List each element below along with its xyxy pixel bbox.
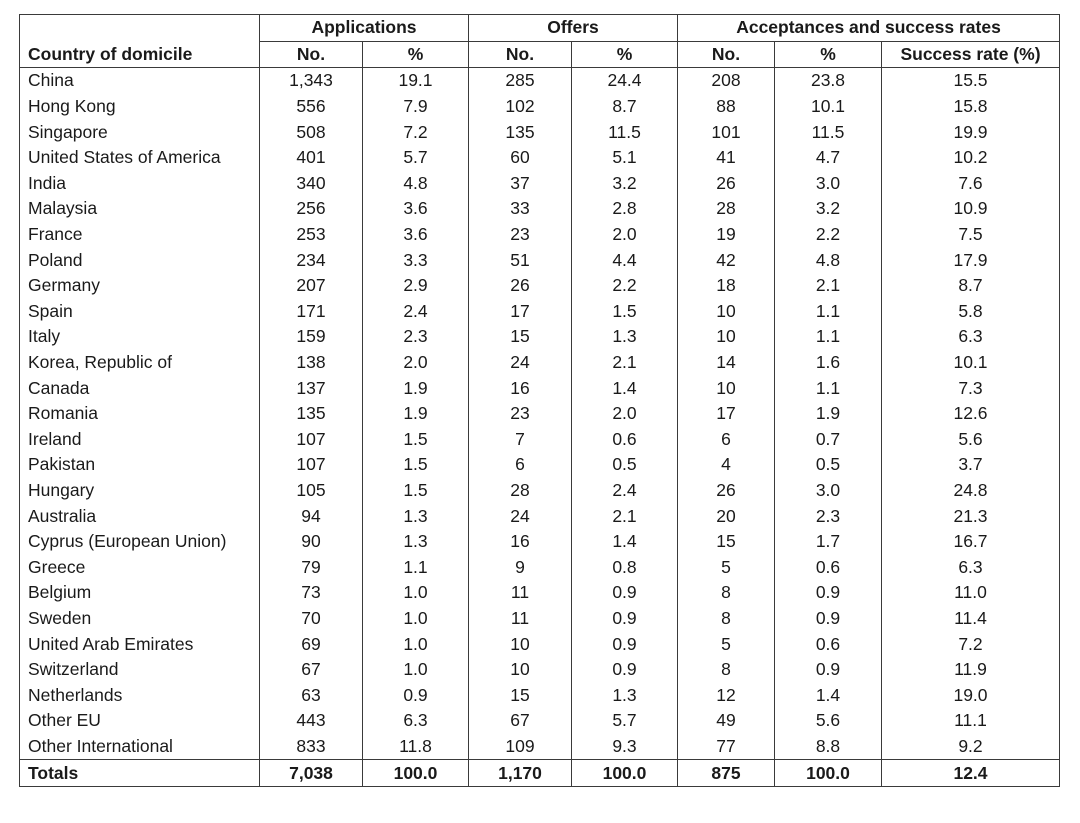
offers-no-cell: 24 bbox=[469, 350, 572, 376]
offers-pct-cell: 0.9 bbox=[572, 580, 678, 606]
offers-pct-cell: 2.1 bbox=[572, 503, 678, 529]
applications-pct-cell: 1.3 bbox=[363, 529, 469, 555]
offers-pct-cell: 9.3 bbox=[572, 734, 678, 760]
success-rate-cell: 5.8 bbox=[882, 299, 1060, 325]
acceptances-no-cell: 41 bbox=[678, 145, 775, 171]
acceptances-pct-cell: 0.7 bbox=[775, 427, 882, 453]
country-cell: United States of America bbox=[20, 145, 260, 171]
header-off-pct: % bbox=[572, 41, 678, 68]
table-row bbox=[20, 119, 1060, 145]
success-rate-cell: 21.3 bbox=[882, 503, 1060, 529]
applications-pct-cell: 1.0 bbox=[363, 606, 469, 632]
offers-pct-cell: 1.3 bbox=[572, 682, 678, 708]
acceptances-pct-cell: 1.1 bbox=[775, 299, 882, 325]
applications-pct-cell: 1.1 bbox=[363, 554, 469, 580]
acceptances-pct-cell: 1.6 bbox=[775, 350, 882, 376]
acceptances-pct-cell: 0.9 bbox=[775, 580, 882, 606]
header-success-rate: Success rate (%) bbox=[882, 41, 1060, 68]
acceptances-no-cell: 18 bbox=[678, 273, 775, 299]
table-footer bbox=[20, 760, 1060, 787]
applications-no-cell: 107 bbox=[260, 452, 363, 478]
offers-pct-cell: 1.5 bbox=[572, 299, 678, 325]
applications-pct-cell: 2.9 bbox=[363, 273, 469, 299]
acceptances-no-cell: 42 bbox=[678, 247, 775, 273]
offers-pct-cell: 24.4 bbox=[572, 68, 678, 94]
acceptances-no-cell: 26 bbox=[678, 171, 775, 197]
acceptances-no-cell: 14 bbox=[678, 350, 775, 376]
totals-row bbox=[20, 760, 1060, 787]
acceptances-no-cell: 28 bbox=[678, 196, 775, 222]
applications-pct-cell: 1.0 bbox=[363, 580, 469, 606]
table-row bbox=[20, 478, 1060, 504]
acceptances-pct-cell: 8.8 bbox=[775, 734, 882, 760]
country-cell: United Arab Emirates bbox=[20, 631, 260, 657]
totals-label: Totals bbox=[20, 760, 260, 787]
applications-pct-cell: 1.9 bbox=[363, 401, 469, 427]
totals-app-no: 7,038 bbox=[260, 760, 363, 787]
acceptances-no-cell: 10 bbox=[678, 324, 775, 350]
offers-pct-cell: 1.3 bbox=[572, 324, 678, 350]
applications-pct-cell: 3.3 bbox=[363, 247, 469, 273]
header-acceptances: Acceptances and success rates bbox=[678, 15, 1060, 42]
applications-pct-cell: 3.6 bbox=[363, 222, 469, 248]
acceptances-no-cell: 8 bbox=[678, 606, 775, 632]
header-app-no: No. bbox=[260, 41, 363, 68]
table-row bbox=[20, 529, 1060, 555]
offers-no-cell: 23 bbox=[469, 401, 572, 427]
applications-pct-cell: 2.4 bbox=[363, 299, 469, 325]
applications-no-cell: 105 bbox=[260, 478, 363, 504]
table-row bbox=[20, 682, 1060, 708]
offers-no-cell: 135 bbox=[469, 119, 572, 145]
acceptances-pct-cell: 4.7 bbox=[775, 145, 882, 171]
header-country: Country of domicile bbox=[20, 41, 260, 68]
offers-pct-cell: 0.5 bbox=[572, 452, 678, 478]
success-rate-cell: 6.3 bbox=[882, 324, 1060, 350]
offers-no-cell: 7 bbox=[469, 427, 572, 453]
country-cell: Canada bbox=[20, 375, 260, 401]
country-cell: India bbox=[20, 171, 260, 197]
applications-no-cell: 1,343 bbox=[260, 68, 363, 94]
offers-pct-cell: 5.7 bbox=[572, 708, 678, 734]
applications-no-cell: 833 bbox=[260, 734, 363, 760]
header-acc-no: No. bbox=[678, 41, 775, 68]
country-cell: Korea, Republic of bbox=[20, 350, 260, 376]
header-acc-pct: % bbox=[775, 41, 882, 68]
offers-pct-cell: 0.9 bbox=[572, 657, 678, 683]
offers-no-cell: 6 bbox=[469, 452, 572, 478]
table-row bbox=[20, 631, 1060, 657]
applications-no-cell: 253 bbox=[260, 222, 363, 248]
offers-no-cell: 10 bbox=[469, 657, 572, 683]
acceptances-no-cell: 10 bbox=[678, 299, 775, 325]
applications-no-cell: 207 bbox=[260, 273, 363, 299]
success-rate-cell: 11.9 bbox=[882, 657, 1060, 683]
offers-pct-cell: 1.4 bbox=[572, 529, 678, 555]
applications-no-cell: 90 bbox=[260, 529, 363, 555]
table-row bbox=[20, 580, 1060, 606]
applications-pct-cell: 2.3 bbox=[363, 324, 469, 350]
offers-no-cell: 24 bbox=[469, 503, 572, 529]
offers-no-cell: 16 bbox=[469, 529, 572, 555]
acceptances-pct-cell: 2.3 bbox=[775, 503, 882, 529]
country-cell: Ireland bbox=[20, 427, 260, 453]
success-rate-cell: 8.7 bbox=[882, 273, 1060, 299]
country-cell: Other International bbox=[20, 734, 260, 760]
acceptances-no-cell: 12 bbox=[678, 682, 775, 708]
applications-no-cell: 79 bbox=[260, 554, 363, 580]
country-cell: Spain bbox=[20, 299, 260, 325]
acceptances-no-cell: 88 bbox=[678, 94, 775, 120]
success-rate-cell: 3.7 bbox=[882, 452, 1060, 478]
country-cell: China bbox=[20, 68, 260, 94]
acceptances-pct-cell: 0.6 bbox=[775, 554, 882, 580]
table-row bbox=[20, 427, 1060, 453]
totals-app-pct: 100.0 bbox=[363, 760, 469, 787]
success-rate-cell: 6.3 bbox=[882, 554, 1060, 580]
country-cell: Hong Kong bbox=[20, 94, 260, 120]
applications-no-cell: 159 bbox=[260, 324, 363, 350]
acceptances-no-cell: 26 bbox=[678, 478, 775, 504]
table-row bbox=[20, 247, 1060, 273]
applications-pct-cell: 11.8 bbox=[363, 734, 469, 760]
acceptances-no-cell: 5 bbox=[678, 631, 775, 657]
success-rate-cell: 7.5 bbox=[882, 222, 1060, 248]
offers-no-cell: 109 bbox=[469, 734, 572, 760]
table-row bbox=[20, 145, 1060, 171]
success-rate-cell: 10.1 bbox=[882, 350, 1060, 376]
offers-pct-cell: 0.8 bbox=[572, 554, 678, 580]
totals-off-pct: 100.0 bbox=[572, 760, 678, 787]
success-rate-cell: 11.1 bbox=[882, 708, 1060, 734]
success-rate-cell: 17.9 bbox=[882, 247, 1060, 273]
country-cell: Switzerland bbox=[20, 657, 260, 683]
offers-no-cell: 102 bbox=[469, 94, 572, 120]
table-row bbox=[20, 350, 1060, 376]
success-rate-cell: 12.6 bbox=[882, 401, 1060, 427]
acceptances-pct-cell: 0.6 bbox=[775, 631, 882, 657]
acceptances-pct-cell: 3.0 bbox=[775, 478, 882, 504]
offers-pct-cell: 8.7 bbox=[572, 94, 678, 120]
table-row bbox=[20, 452, 1060, 478]
country-cell: Pakistan bbox=[20, 452, 260, 478]
country-cell: Cyprus (European Union) bbox=[20, 529, 260, 555]
acceptances-no-cell: 8 bbox=[678, 580, 775, 606]
offers-pct-cell: 2.1 bbox=[572, 350, 678, 376]
success-rate-cell: 15.8 bbox=[882, 94, 1060, 120]
table-row bbox=[20, 222, 1060, 248]
applications-pct-cell: 7.9 bbox=[363, 94, 469, 120]
header-sub-row bbox=[20, 41, 1060, 68]
offers-no-cell: 67 bbox=[469, 708, 572, 734]
totals-off-no: 1,170 bbox=[469, 760, 572, 787]
applications-no-cell: 137 bbox=[260, 375, 363, 401]
success-rate-cell: 10.9 bbox=[882, 196, 1060, 222]
country-cell: Italy bbox=[20, 324, 260, 350]
table-row bbox=[20, 273, 1060, 299]
country-cell: Sweden bbox=[20, 606, 260, 632]
header-app-pct: % bbox=[363, 41, 469, 68]
acceptances-no-cell: 17 bbox=[678, 401, 775, 427]
offers-no-cell: 17 bbox=[469, 299, 572, 325]
acceptances-pct-cell: 2.1 bbox=[775, 273, 882, 299]
applications-pct-cell: 3.6 bbox=[363, 196, 469, 222]
country-cell: France bbox=[20, 222, 260, 248]
acceptances-no-cell: 20 bbox=[678, 503, 775, 529]
acceptances-no-cell: 49 bbox=[678, 708, 775, 734]
acceptances-pct-cell: 11.5 bbox=[775, 119, 882, 145]
country-cell: Hungary bbox=[20, 478, 260, 504]
header-group-row bbox=[20, 15, 1060, 42]
applications-pct-cell: 1.0 bbox=[363, 631, 469, 657]
offers-pct-cell: 2.4 bbox=[572, 478, 678, 504]
acceptances-no-cell: 6 bbox=[678, 427, 775, 453]
table-header bbox=[20, 15, 1060, 68]
success-rate-cell: 16.7 bbox=[882, 529, 1060, 555]
applications-no-cell: 401 bbox=[260, 145, 363, 171]
applications-no-cell: 138 bbox=[260, 350, 363, 376]
offers-no-cell: 11 bbox=[469, 580, 572, 606]
success-rate-cell: 19.0 bbox=[882, 682, 1060, 708]
applications-pct-cell: 5.7 bbox=[363, 145, 469, 171]
offers-pct-cell: 0.6 bbox=[572, 427, 678, 453]
offers-pct-cell: 5.1 bbox=[572, 145, 678, 171]
table-body bbox=[20, 68, 1060, 760]
offers-pct-cell: 2.2 bbox=[572, 273, 678, 299]
country-cell: Australia bbox=[20, 503, 260, 529]
table-row bbox=[20, 196, 1060, 222]
table-row bbox=[20, 401, 1060, 427]
success-rate-cell: 10.2 bbox=[882, 145, 1060, 171]
success-rate-cell: 15.5 bbox=[882, 68, 1060, 94]
applications-pct-cell: 1.5 bbox=[363, 478, 469, 504]
table-row bbox=[20, 324, 1060, 350]
totals-acc-pct: 100.0 bbox=[775, 760, 882, 787]
acceptances-pct-cell: 5.6 bbox=[775, 708, 882, 734]
header-applications: Applications bbox=[260, 15, 469, 42]
offers-pct-cell: 0.9 bbox=[572, 606, 678, 632]
offers-no-cell: 28 bbox=[469, 478, 572, 504]
acceptances-pct-cell: 10.1 bbox=[775, 94, 882, 120]
table-row bbox=[20, 657, 1060, 683]
offers-no-cell: 15 bbox=[469, 682, 572, 708]
applications-pct-cell: 4.8 bbox=[363, 171, 469, 197]
applications-no-cell: 508 bbox=[260, 119, 363, 145]
acceptances-no-cell: 19 bbox=[678, 222, 775, 248]
success-rate-cell: 7.2 bbox=[882, 631, 1060, 657]
offers-pct-cell: 2.0 bbox=[572, 222, 678, 248]
offers-no-cell: 9 bbox=[469, 554, 572, 580]
applications-pct-cell: 7.2 bbox=[363, 119, 469, 145]
applications-no-cell: 256 bbox=[260, 196, 363, 222]
offers-no-cell: 37 bbox=[469, 171, 572, 197]
offers-no-cell: 60 bbox=[469, 145, 572, 171]
table-row bbox=[20, 375, 1060, 401]
table-row bbox=[20, 171, 1060, 197]
offers-no-cell: 11 bbox=[469, 606, 572, 632]
applications-no-cell: 234 bbox=[260, 247, 363, 273]
acceptances-pct-cell: 3.0 bbox=[775, 171, 882, 197]
acceptances-no-cell: 15 bbox=[678, 529, 775, 555]
acceptances-no-cell: 4 bbox=[678, 452, 775, 478]
acceptances-no-cell: 208 bbox=[678, 68, 775, 94]
acceptances-pct-cell: 1.1 bbox=[775, 375, 882, 401]
acceptances-pct-cell: 23.8 bbox=[775, 68, 882, 94]
totals-success-rate: 12.4 bbox=[882, 760, 1060, 787]
success-rate-cell: 7.6 bbox=[882, 171, 1060, 197]
offers-no-cell: 23 bbox=[469, 222, 572, 248]
country-cell: Greece bbox=[20, 554, 260, 580]
applications-no-cell: 73 bbox=[260, 580, 363, 606]
offers-no-cell: 285 bbox=[469, 68, 572, 94]
acceptances-no-cell: 10 bbox=[678, 375, 775, 401]
country-cell: Singapore bbox=[20, 119, 260, 145]
country-cell: Romania bbox=[20, 401, 260, 427]
success-rate-cell: 9.2 bbox=[882, 734, 1060, 760]
offers-no-cell: 51 bbox=[469, 247, 572, 273]
offers-no-cell: 26 bbox=[469, 273, 572, 299]
header-off-no: No. bbox=[469, 41, 572, 68]
offers-pct-cell: 4.4 bbox=[572, 247, 678, 273]
applications-pct-cell: 2.0 bbox=[363, 350, 469, 376]
table-row bbox=[20, 94, 1060, 120]
offers-no-cell: 33 bbox=[469, 196, 572, 222]
applications-no-cell: 70 bbox=[260, 606, 363, 632]
applications-pct-cell: 1.5 bbox=[363, 452, 469, 478]
offers-no-cell: 15 bbox=[469, 324, 572, 350]
table-container bbox=[19, 14, 1060, 787]
table-row bbox=[20, 734, 1060, 760]
acceptances-pct-cell: 1.7 bbox=[775, 529, 882, 555]
acceptances-pct-cell: 1.1 bbox=[775, 324, 882, 350]
offers-pct-cell: 2.0 bbox=[572, 401, 678, 427]
table-row bbox=[20, 606, 1060, 632]
header-country-spacer bbox=[20, 15, 260, 42]
acceptances-pct-cell: 2.2 bbox=[775, 222, 882, 248]
country-cell: Poland bbox=[20, 247, 260, 273]
applications-no-cell: 135 bbox=[260, 401, 363, 427]
country-statistics-table bbox=[19, 14, 1060, 787]
applications-no-cell: 67 bbox=[260, 657, 363, 683]
applications-no-cell: 94 bbox=[260, 503, 363, 529]
offers-pct-cell: 11.5 bbox=[572, 119, 678, 145]
applications-no-cell: 69 bbox=[260, 631, 363, 657]
applications-pct-cell: 1.9 bbox=[363, 375, 469, 401]
acceptances-pct-cell: 3.2 bbox=[775, 196, 882, 222]
applications-no-cell: 171 bbox=[260, 299, 363, 325]
table-row bbox=[20, 299, 1060, 325]
offers-no-cell: 16 bbox=[469, 375, 572, 401]
applications-pct-cell: 19.1 bbox=[363, 68, 469, 94]
totals-acc-no: 875 bbox=[678, 760, 775, 787]
offers-pct-cell: 1.4 bbox=[572, 375, 678, 401]
offers-pct-cell: 0.9 bbox=[572, 631, 678, 657]
success-rate-cell: 24.8 bbox=[882, 478, 1060, 504]
applications-pct-cell: 1.3 bbox=[363, 503, 469, 529]
table-row bbox=[20, 554, 1060, 580]
acceptances-no-cell: 101 bbox=[678, 119, 775, 145]
applications-pct-cell: 1.0 bbox=[363, 657, 469, 683]
offers-no-cell: 10 bbox=[469, 631, 572, 657]
success-rate-cell: 11.0 bbox=[882, 580, 1060, 606]
success-rate-cell: 7.3 bbox=[882, 375, 1060, 401]
success-rate-cell: 11.4 bbox=[882, 606, 1060, 632]
acceptances-no-cell: 8 bbox=[678, 657, 775, 683]
acceptances-no-cell: 5 bbox=[678, 554, 775, 580]
acceptances-pct-cell: 1.4 bbox=[775, 682, 882, 708]
acceptances-pct-cell: 4.8 bbox=[775, 247, 882, 273]
applications-no-cell: 63 bbox=[260, 682, 363, 708]
table-row bbox=[20, 708, 1060, 734]
table-row bbox=[20, 503, 1060, 529]
applications-no-cell: 340 bbox=[260, 171, 363, 197]
applications-no-cell: 556 bbox=[260, 94, 363, 120]
acceptances-pct-cell: 0.9 bbox=[775, 657, 882, 683]
acceptances-pct-cell: 0.9 bbox=[775, 606, 882, 632]
applications-no-cell: 443 bbox=[260, 708, 363, 734]
acceptances-pct-cell: 1.9 bbox=[775, 401, 882, 427]
country-cell: Germany bbox=[20, 273, 260, 299]
acceptances-pct-cell: 0.5 bbox=[775, 452, 882, 478]
applications-pct-cell: 6.3 bbox=[363, 708, 469, 734]
success-rate-cell: 19.9 bbox=[882, 119, 1060, 145]
applications-pct-cell: 0.9 bbox=[363, 682, 469, 708]
header-offers: Offers bbox=[469, 15, 678, 42]
country-cell: Netherlands bbox=[20, 682, 260, 708]
table-row bbox=[20, 68, 1060, 94]
country-cell: Malaysia bbox=[20, 196, 260, 222]
success-rate-cell: 5.6 bbox=[882, 427, 1060, 453]
applications-no-cell: 107 bbox=[260, 427, 363, 453]
country-cell: Other EU bbox=[20, 708, 260, 734]
offers-pct-cell: 3.2 bbox=[572, 171, 678, 197]
applications-pct-cell: 1.5 bbox=[363, 427, 469, 453]
acceptances-no-cell: 77 bbox=[678, 734, 775, 760]
country-cell: Belgium bbox=[20, 580, 260, 606]
offers-pct-cell: 2.8 bbox=[572, 196, 678, 222]
